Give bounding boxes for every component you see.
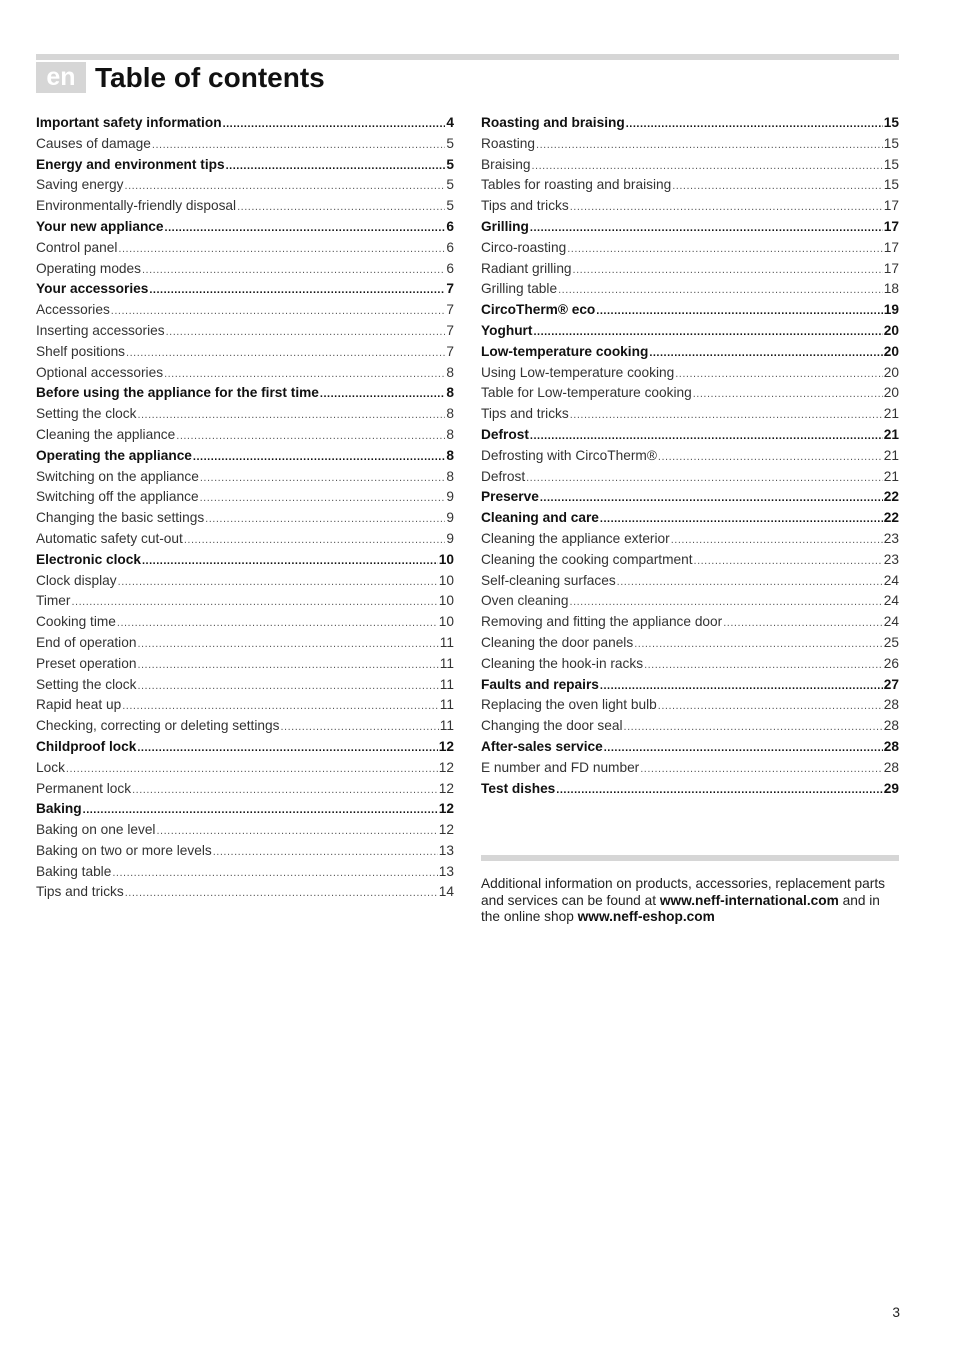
dot-leader [137,409,445,421]
toc-section[interactable] [481,489,899,510]
toc-entry[interactable] [36,240,454,261]
toc-entry-title: Cleaning the hook-in racks [481,655,644,671]
dot-leader [531,160,882,172]
toc-entry-page: 22 [883,510,899,526]
dot-leader [526,472,883,484]
page-number: 3 [892,1305,900,1320]
toc-entry-page: 23 [883,530,899,546]
dot-leader [117,617,438,629]
toc-entry-title: Lock [36,759,65,775]
toc-entry-title: Using Low-temperature cooking [481,364,675,380]
dot-leader [118,243,445,255]
dot-leader [644,659,883,671]
dot-leader [132,784,438,796]
toc-entry[interactable] [36,344,454,365]
dot-leader [658,451,883,463]
dot-leader [142,264,445,276]
toc-entry-page: 9 [446,510,454,526]
toc-entry-title: Permanent lock [36,780,132,796]
toc-entry-page: 28 [883,759,899,775]
toc-entry-page: 15 [883,177,899,193]
toc-section[interactable] [36,801,454,822]
toc-entry-page: 6 [446,239,454,255]
dot-leader [617,576,883,588]
toc-entry-page: 10 [438,551,454,567]
toc-entry[interactable] [481,157,899,178]
toc-entry[interactable] [481,261,899,282]
toc-entry-title: Baking table [36,863,112,879]
toc-entry-page: 12 [438,780,454,796]
toc-entry-title: E number and FD number [481,759,640,775]
toc-entry[interactable] [36,718,454,739]
toc-entry-page: 18 [883,281,899,297]
toc-entry[interactable] [481,281,899,302]
toc-entry-page: 17 [883,198,899,214]
toc-entry-page: 21 [883,406,899,422]
toc-entry-page: 24 [883,593,899,609]
dot-leader [205,513,445,525]
dot-leader [596,305,882,317]
website-link[interactable]: www.neff-international.com [659,892,839,908]
toc-entry[interactable] [36,302,454,323]
dot-leader [540,492,883,504]
toc-entry-page: 28 [883,718,899,734]
toc-entry-title: Clock display [36,572,117,588]
dot-leader [112,867,437,879]
toc-entry-page: 17 [883,239,899,255]
toc-entry-title: Checking, correcting or deleting settings [36,718,280,734]
toc-entry-title: Braising [481,156,531,172]
toc-entry-page: 28 [883,697,899,713]
toc-entry-page: 8 [446,426,454,442]
toc-entry-title: Tips and tricks [36,884,124,900]
toc-entry-title: Self-cleaning surfaces [481,572,616,588]
toc-entry-title: Saving energy [36,177,124,193]
toc-section[interactable] [481,302,899,323]
toc-entry[interactable] [481,198,899,219]
toc-entry-title: Tips and tricks [481,406,569,422]
toc-entry-title: Before using the appliance for the first time [36,385,319,401]
toc-entry-title: Electronic clock [36,551,141,567]
dot-leader [122,700,439,712]
toc-entry[interactable] [36,677,454,698]
toc-entry[interactable] [36,136,454,157]
toc-entry-page: 12 [438,759,454,775]
toc-section[interactable] [36,739,454,760]
toc-entry[interactable] [481,531,899,552]
page-title: Table of contents [95,62,325,93]
toc-entry[interactable] [36,697,454,718]
dot-leader [530,222,883,234]
toc-entry-title: Your new appliance [36,218,164,234]
toc-entry-title: Defrosting with CircoTherm® [481,447,657,463]
toc-section[interactable] [36,448,454,469]
toc-entry-title: Grilling [481,218,529,234]
toc-entry-title: Setting the clock [36,406,137,422]
toc-entry-page: 29 [883,780,899,796]
toc-entry-title: Changing the basic settings [36,510,205,526]
toc-entry-title: Tables for roasting and braising [481,177,672,193]
toc-entry-title: Shelf positions [36,343,126,359]
toc-entry-title: Baking [36,801,82,817]
toc-entry-page: 20 [883,385,899,401]
toc-section[interactable] [481,219,899,240]
toc-entry-title: Cleaning the appliance exterior [481,530,670,546]
toc-entry[interactable] [481,573,899,594]
dot-leader [149,284,445,296]
toc-entry-title: After-sales service [481,738,603,754]
toc-entry[interactable] [36,573,454,594]
toc-entry[interactable] [36,406,454,427]
toc-section[interactable] [481,115,899,136]
dot-leader [672,180,883,192]
toc-section[interactable] [36,281,454,302]
toc-entry-title: Removing and fitting the appliance door [481,614,723,630]
toc-entry[interactable] [36,760,454,781]
toc-entry-title: Preset operation [36,655,137,671]
toc-entry-page: 8 [446,406,454,422]
toc-entry[interactable] [481,240,899,261]
toc-entry-title: Timer [36,593,71,609]
toc-entry-title: Replacing the oven light bulb [481,697,657,713]
toc-entry-page: 9 [446,530,454,546]
toc-entry-title: Roasting [481,135,536,151]
toc-entry[interactable] [36,822,454,843]
toc-entry-page: 12 [438,822,454,838]
toc-entry-page: 20 [883,322,899,338]
dot-leader [693,388,883,400]
toc-entry-page: 17 [883,260,899,276]
dot-leader [125,887,438,899]
toc-entry-page: 10 [438,572,454,588]
toc-entry-page: 23 [883,551,899,567]
toc-entry-page: 10 [438,593,454,609]
note-text-2: and in the online shop [481,892,880,924]
dot-leader [83,804,438,816]
toc-entry-title: Childproof lock [36,738,137,754]
toc-entry-title: Yoghurt [481,322,533,338]
toc-entry-page: 20 [883,364,899,380]
toc-entry[interactable] [481,718,899,739]
dot-leader [176,430,445,442]
toc-entry-title: Operating the appliance [36,447,192,463]
toc-entry-page: 17 [883,218,899,234]
toc-entry[interactable] [481,469,899,490]
toc-section[interactable] [481,781,899,802]
toc-entry[interactable] [481,593,899,614]
toc-entry-title: Baking on one level [36,822,156,838]
dot-leader [142,555,438,567]
note-text-1: Additional information on products, accessories, replacement parts and services can be found at [481,876,885,908]
toc-entry-title: Optional accessories [36,364,164,380]
toc-entry[interactable] [36,884,454,905]
toc-entry-page: 20 [883,343,899,359]
toc-entry-title: End of operation [36,634,137,650]
toc-entry-title: Roasting and braising [481,115,625,130]
dot-leader [164,368,445,380]
toc-entry-title: Baking on two or more levels [36,842,212,858]
toc-entry[interactable] [481,177,899,198]
dot-leader [237,201,445,213]
toc-entry[interactable] [36,489,454,510]
toc-entry-page: 5 [446,198,454,214]
toc-section[interactable] [36,157,454,178]
dot-leader [152,139,445,151]
toc-entry[interactable] [36,323,454,344]
toc-entry-page: 11 [439,634,454,650]
toc-entry-page: 21 [883,468,899,484]
toc-entry-title: Important safety information [36,115,222,130]
toc-entry-title: Low-temperature cooking [481,343,649,359]
toc-entry[interactable] [481,760,899,781]
toc-entry-title: Your accessories [36,281,149,297]
toc-entry-page: 5 [446,156,454,172]
dot-leader [213,846,438,858]
toc-entry-page: 4 [446,115,454,130]
toc-entry-page: 6 [446,260,454,276]
dot-leader [573,264,883,276]
toc-entry-title: Energy and environment tips [36,156,225,172]
toc-section[interactable] [481,323,899,344]
toc-entry-title: Faults and repairs [481,676,599,692]
toc-entry[interactable] [481,614,899,635]
toc-entry-title: Automatic safety cut-out [36,530,183,546]
dot-leader [567,243,883,255]
dot-leader [226,160,446,172]
toc-entry-page: 8 [446,447,454,463]
dot-leader [118,576,438,588]
toc-entry-page: 5 [446,177,454,193]
toc-entry[interactable] [36,510,454,531]
toc-entry-page: 11 [439,655,454,671]
dot-leader [604,742,883,754]
dot-leader [694,555,883,567]
toc-section[interactable] [481,677,899,698]
dot-leader [671,534,883,546]
toc-entry-title: Cleaning and care [481,510,599,526]
toc-entry[interactable] [481,385,899,406]
toc-entry-title: Circo-roasting [481,239,567,255]
toc-entry-title: Switching off the appliance [36,489,199,505]
toc-entry[interactable] [481,136,899,157]
dot-leader [558,284,883,296]
dot-leader [156,825,437,837]
dot-leader [280,721,438,733]
toc-section[interactable] [36,552,454,573]
toc-entry[interactable] [36,593,454,614]
toc-entry-page: 22 [883,489,899,505]
toc-entry-page: 8 [446,364,454,380]
toc-section[interactable] [481,427,899,448]
dot-leader [649,347,882,359]
dot-leader [675,368,883,380]
dot-leader [570,201,883,213]
dot-leader [600,680,883,692]
dot-leader [193,451,445,463]
toc-entry-page: 24 [883,614,899,630]
dot-leader [624,721,883,733]
toc-entry-title: Radiant grilling [481,260,572,276]
toc-entry-page: 15 [883,115,899,130]
dot-leader [71,596,437,608]
dot-leader [658,700,883,712]
toc-entry-page: 21 [883,447,899,463]
additional-info-note [481,876,899,926]
toc-entry-title: Changing the door seal [481,718,623,734]
toc-entry-title: Grilling table [481,281,558,297]
toc-section[interactable] [36,219,454,240]
toc-entry[interactable] [481,552,899,573]
toc-entry[interactable] [36,656,454,677]
toc-entry-page: 7 [446,302,454,318]
toc-entry-title: Cleaning the appliance [36,426,176,442]
toc-entry[interactable] [36,198,454,219]
info-rule [481,855,899,861]
toc-entry-page: 28 [883,738,899,754]
toc-entry-page: 27 [883,676,899,692]
toc-left-column [36,115,454,905]
toc-entry-title: Inserting accessories [36,322,165,338]
toc-entry-page: 8 [446,468,454,484]
toc-entry-page: 19 [883,302,899,318]
toc-entry-page: 10 [438,614,454,630]
dot-leader [66,763,438,775]
dot-leader [533,326,882,338]
toc-entry[interactable] [36,469,454,490]
toc-entry-page: 9 [446,489,454,505]
dot-leader [200,472,446,484]
dot-leader [570,409,883,421]
dot-leader [640,763,883,775]
dot-leader [600,513,883,525]
toc-entry-page: 26 [883,655,899,671]
eshop-link[interactable]: www.neff-eshop.com [577,909,715,924]
toc-entry-page: 21 [883,426,899,442]
toc-entry-page: 7 [446,322,454,338]
toc-entry-page: 13 [438,863,454,879]
toc-entry-page: 15 [883,156,899,172]
toc-entry-title: Switching on the appliance [36,468,199,484]
dot-leader [126,347,445,359]
dot-leader [137,742,437,754]
toc-entry-page: 5 [446,135,454,151]
toc-entry-title: Causes of damage [36,135,151,151]
toc-entry-title: Setting the clock [36,676,137,692]
toc-entry-title: Accessories [36,302,110,318]
toc-entry-title: Environmentally-friendly disposal [36,198,237,214]
toc-section[interactable] [481,739,899,760]
dot-leader [166,326,446,338]
toc-entry-page: 24 [883,572,899,588]
toc-right-column [481,115,899,801]
toc-entry-page: 12 [438,801,454,817]
toc-entry[interactable] [36,635,454,656]
dot-leader [125,180,446,192]
dot-leader [536,139,883,151]
dot-leader [320,388,445,400]
toc-entry-title: CircoTherm® eco [481,302,596,318]
toc-entry[interactable] [36,261,454,282]
toc-entry-title: Defrost [481,468,526,484]
toc-entry-page: 11 [439,697,454,713]
toc-entry-page: 6 [446,218,454,234]
toc-entry-title: Control panel [36,239,118,255]
toc-entry-page: 15 [883,135,899,151]
toc-entry-page: 11 [439,718,454,734]
toc-section[interactable] [481,510,899,531]
dot-leader [530,430,883,442]
toc-entry-title: Defrost [481,426,529,442]
toc-entry-title: Rapid heat up [36,697,122,713]
dot-leader [111,305,446,317]
toc-entry-page: 8 [446,385,454,401]
toc-entry-page: 7 [446,343,454,359]
dot-leader [570,596,883,608]
toc-entry-title: Table for Low-temperature cooking [481,385,692,401]
toc-entry[interactable] [36,781,454,802]
dot-leader [184,534,446,546]
toc-entry[interactable] [481,365,899,386]
toc-entry[interactable] [36,843,454,864]
toc-entry[interactable] [36,365,454,386]
toc-entry-title: Preserve [481,489,539,505]
toc-entry[interactable] [481,406,899,427]
toc-entry[interactable] [36,427,454,448]
language-badge: en [36,62,86,93]
toc-entry-page: 13 [438,842,454,858]
dot-leader [223,118,446,130]
toc-entry-title: Tips and tricks [481,198,569,214]
toc-entry-title: Operating modes [36,260,141,276]
toc-entry-title: Cooking time [36,614,116,630]
dot-leader [723,617,883,629]
toc-entry[interactable] [481,656,899,677]
dot-leader [137,680,438,692]
toc-entry[interactable] [481,697,899,718]
toc-entry-page: 14 [438,884,454,900]
dot-leader [200,492,446,504]
toc-section[interactable] [481,344,899,365]
toc-entry-page: 7 [446,281,454,297]
toc-entry[interactable] [481,635,899,656]
toc-entry[interactable] [481,448,899,469]
toc-entry-title: Test dishes [481,780,556,796]
dot-leader [626,118,883,130]
toc-entry-title: Cleaning the door panels [481,634,634,650]
toc-section[interactable] [36,385,454,406]
toc-entry[interactable] [36,531,454,552]
dot-leader [137,638,438,650]
dot-leader [634,638,883,650]
toc-entry[interactable] [36,177,454,198]
toc-entry-title: Cleaning the cooking compartment [481,551,693,567]
dot-leader [165,222,446,234]
toc-section[interactable] [36,115,454,136]
toc-entry-page: 12 [438,738,454,754]
toc-entry[interactable] [36,614,454,635]
toc-entry-title: Oven cleaning [481,593,569,609]
dot-leader [137,659,438,671]
dot-leader [556,784,882,796]
toc-entry[interactable] [36,864,454,885]
toc-entry-page: 25 [883,634,899,650]
toc-entry-page: 11 [439,676,454,692]
